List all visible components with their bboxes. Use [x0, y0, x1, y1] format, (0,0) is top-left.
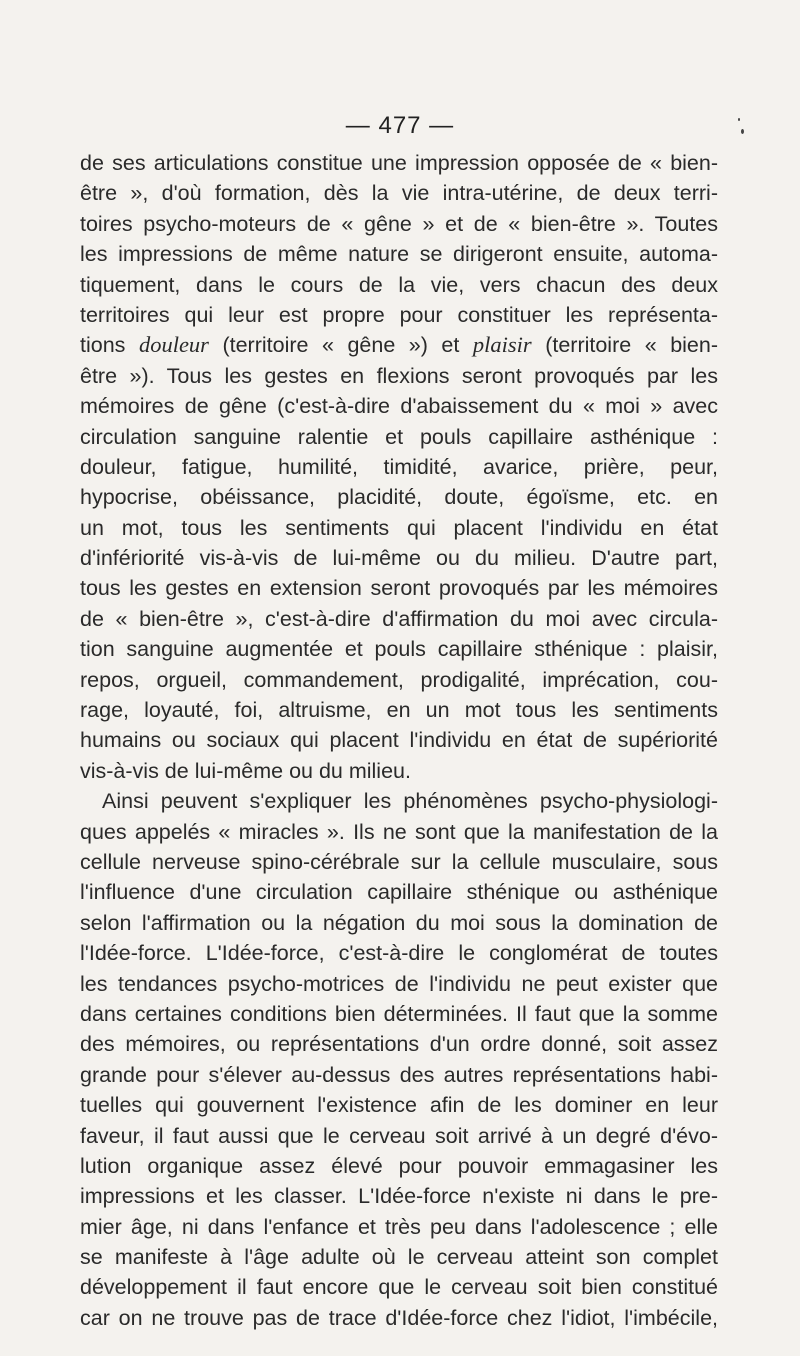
- text-line: toires psycho-moteurs de « gêne » et de « bien-être ». Toutes: [80, 211, 718, 236]
- text-fragment: (territoire « gêne ») et: [208, 333, 473, 358]
- text-line: tiquement, dans le cours de la vie, vers chacun des deux: [80, 272, 718, 297]
- body-text: [80, 148, 718, 1333]
- text-line: rage, loyauté, foi, altruisme, en un mot tous les sentiments: [80, 698, 718, 723]
- text-line: faveur, il faut aussi que le cerveau soit arrivé à un degré d'évo-: [80, 1123, 718, 1148]
- text-line: douleur, fatigue, humilité, timidité, avarice, prière, peur,: [80, 454, 718, 479]
- text-line: être », d'où formation, dès la vie intra-utérine, de deux terri-: [80, 181, 718, 206]
- italic-term-plaisir: plaisir: [472, 332, 532, 358]
- text-line: hypocrise, obéissance, placidité, doute, égoïsme, etc. en: [80, 485, 718, 510]
- text-line: être »). Tous les gestes en flexions seront provoqués par les: [80, 363, 718, 388]
- text-line: d'infériorité vis-à-vis de lui-même ou du milieu. D'autre part,: [80, 546, 718, 571]
- text-line: de ses articulations constitue une impression opposée de « bien-: [80, 151, 718, 175]
- text-line-with-italics: [80, 330, 718, 360]
- text-line: l'influence d'une circulation capillaire sthénique ou asthénique: [80, 880, 718, 905]
- text-line: dans certaines conditions bien déterminées. Il faut que la somme: [80, 1001, 718, 1026]
- text-line: tous les gestes en extension seront provoqués par les mémoires: [80, 576, 718, 601]
- text-line: grande pour s'élever au-dessus des autres représentations habi-: [80, 1062, 718, 1087]
- text-line: se manifeste à l'âge adulte où le cerveau atteint son complet: [80, 1245, 718, 1270]
- text-line-paragraph-end: vis-à-vis de lui-même ou du milieu.: [80, 758, 411, 783]
- text-line: tuelles qui gouvernent l'existence afin de les dominer en leur: [80, 1093, 718, 1118]
- text-line: mier âge, ni dans l'enfance et très peu dans l'adolescence ; elle: [80, 1214, 718, 1239]
- text-line: repos, orgueil, commandement, prodigalité, imprécation, cou-: [80, 667, 718, 692]
- text-line: humains ou sociaux qui placent l'individu en état de supériorité: [80, 728, 718, 753]
- text-line: territoires qui leur est propre pour constituer les représenta-: [80, 302, 718, 327]
- text-line: cellule nerveuse spino-cérébrale sur la cellule musculaire, sous: [80, 849, 718, 874]
- italic-term-douleur: douleur: [138, 332, 209, 358]
- text-fragment: (territoire « bien-: [531, 333, 718, 358]
- text-line: les impressions de même nature se dirigeront ensuite, automa-: [80, 242, 718, 267]
- text-line: circulation sanguine ralentie et pouls capillaire asthénique :: [80, 424, 718, 449]
- text-line: développement il faut encore que le cerveau soit bien constitué: [80, 1275, 718, 1300]
- text-line: mémoires de gêne (c'est-à-dire d'abaissement du « moi » avec: [80, 394, 718, 419]
- text-fragment: tions: [80, 333, 139, 358]
- ink-speck: [741, 129, 744, 134]
- text-line: de « bien-être », c'est-à-dire d'affirmation du moi avec circula-: [80, 606, 718, 631]
- text-line: l'Idée-force. L'Idée-force, c'est-à-dire le conglomérat de toutes: [80, 941, 718, 966]
- text-line: ques appelés « miracles ». Ils ne sont que la manifestation de la: [80, 819, 718, 844]
- text-line: selon l'affirmation ou la négation du moi sous la domination de: [80, 910, 718, 935]
- text-line: des mémoires, ou représentations d'un ordre donné, soit assez: [80, 1032, 718, 1057]
- text-line: car on ne trouve pas de trace d'Idée-force chez l'idiot, l'imbécile,: [80, 1305, 718, 1330]
- text-line: les tendances psycho-motrices de l'individu ne peut exister que: [80, 971, 718, 996]
- text-line-paragraph-start: Ainsi peuvent s'expliquer les phénomènes psycho-physiologi-: [102, 789, 718, 814]
- text-line: impressions et les classer. L'Idée-force n'existe ni dans le pre-: [80, 1184, 718, 1209]
- ink-speck: [738, 118, 740, 121]
- text-line: un mot, tous les sentiments qui placent l'individu en état: [80, 515, 718, 540]
- text-line: tion sanguine augmentée et pouls capillaire sthénique : plaisir,: [80, 637, 718, 662]
- text-line: lution organique assez élevé pour pouvoir emmagasiner les: [80, 1153, 718, 1178]
- page-number: — 477 —: [345, 112, 455, 139]
